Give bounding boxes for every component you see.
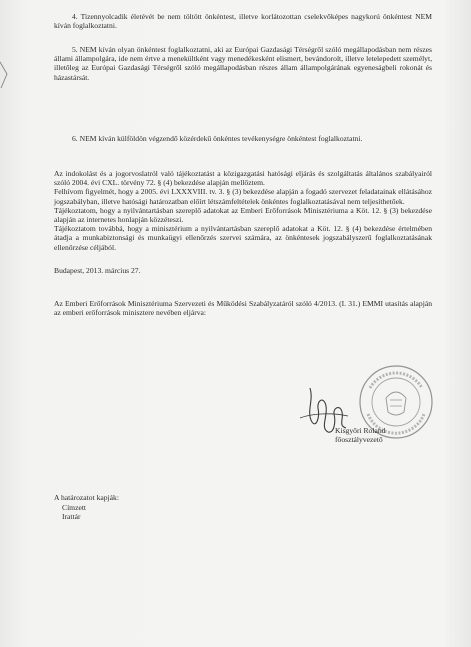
signer-title: főosztályvezető [335, 435, 383, 445]
signature-block [335, 426, 385, 444]
recipients-heading: A határozatot kapják: [54, 493, 119, 502]
recipients-section [54, 493, 119, 522]
margin-mark-icon [0, 60, 10, 90]
authority-statement: Az Emberi Erőforrások Minisztériuma Szervezeti és Működési Szabályzatáról szóló 4/2013. (I. 31.) EMMI utasítás alapján az emberi erőforrások minisztere nevében eljárva: [54, 299, 432, 318]
paragraph-item-6: 6. NEM kíván külföldön végzendő közérdekű önkéntes tevékenységre önkéntest foglalkoztatni. [72, 134, 363, 143]
recipient-item: Címzett [62, 502, 87, 512]
paragraph-item-5: 5. NEM kíván olyan önkéntest foglalkoztatni, aki az Európai Gazdasági Térségről szóló megállapodásban nem részes állami állampolgára, ide nem értve a menekültként vagy menedékesként elismert, bevándorolt, illetve letelepedett személyt, illetőleg az Európai Gazdasági Térségről szóló megállapodásban részes állam állampolgárának egyeneságbeli rokonát és házastársát. [54, 45, 432, 82]
signer-name: Kisgyőri Roland [335, 426, 386, 435]
notice-line: Az indokolást és a jogorvoslatról való tájékoztatást a közigazgatási hatósági eljárás és szolgáltatás általános szabályairól szóló 2004. évi CXL. törvény 72. § (4) bekezdése alapján mellőztem. [54, 169, 432, 188]
notice-line: Felhívom figyelmét, hogy a 2005. évi LXXXVIII. tv. 3. § (3) bekezdése alapján a fogadó szervezet feladatainak ellátásához jogszabályban, illetve hatósági határozatban előírt létszámfeltételek önkéntes foglalkoztatásával nem teljesíthetőek. [54, 187, 432, 206]
recipient-item: Irattár [62, 512, 81, 522]
notice-line: Tájékoztatom, hogy a nyilvántartásban szereplő adatokat az Emberi Erőforrások Minisztériuma a Köt. 12. § (3) bekezdése alapján az internetes honlapján közzéteszi. [54, 205, 432, 225]
place-date: Budapest, 2013. március 27. [54, 266, 141, 275]
notice-line: Tájékoztatom továbbá, hogy a minisztérium a nyilvántartásban szereplő adatokat a Köt. 12. § (4) bekezdése értelmében átadja a munkabiztonsági és munkaügyi ellenőrzés szervei számára, az önkéntesek jogszabályszerű foglalkoztatásának ellenőrzése céljából. [54, 224, 432, 252]
paragraph-item-4: 4. Tizennyolcadik életévét be nem töltött önkéntest, illetve korlátozottan cselekvőképes nagykorú önkéntest NEM kíván foglalkoztatni. [54, 12, 432, 31]
notice-section [54, 169, 432, 252]
